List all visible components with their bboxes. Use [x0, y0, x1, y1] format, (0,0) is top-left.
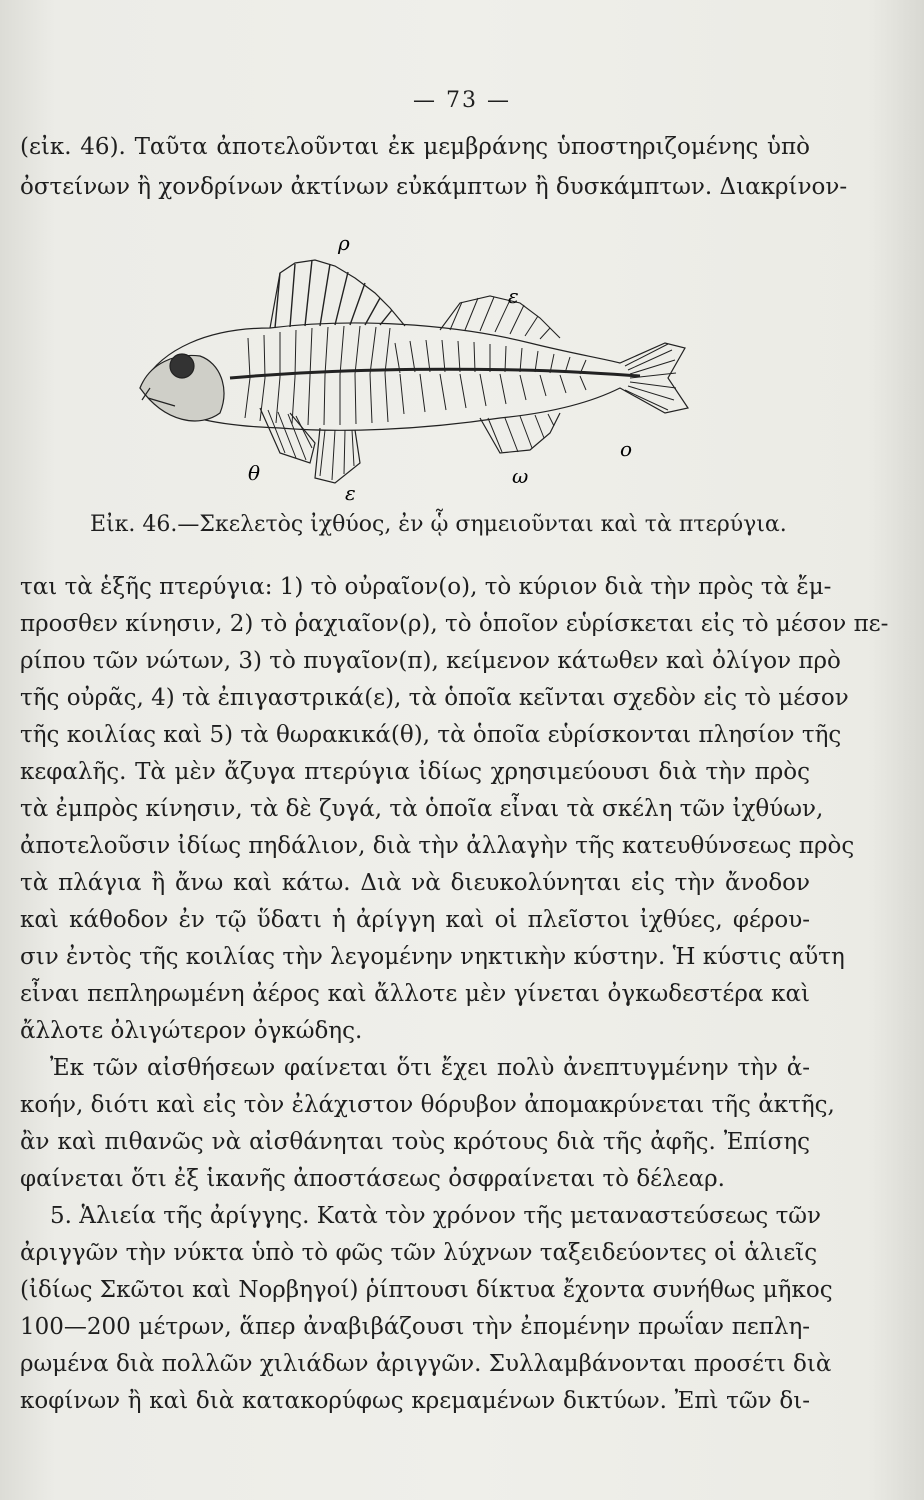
text-line: σιν ἐντὸς τῆς κοιλίας τὴν λεγομένην νηκτικὴν κύστην. Ἡ κύστις αὕτη	[20, 944, 845, 970]
text-line: ὀστείνων ἢ χονδρίνων ἀκτίνων εὐκάμπτων ἢ δυσκάμπτων. Διακρίνον-	[20, 174, 848, 200]
figure-label-omicron: ο	[620, 437, 633, 461]
text-line: κοφίνων ἢ καὶ διὰ κατακορύφως κρεμαμένων δικτύων. Ἐπὶ τῶν δι-	[20, 1388, 810, 1414]
figure-caption: Εἰκ. 46.—Σκελετὸς ἰχθύος, ἐν ᾧ σημειοῦνται καὶ τὰ πτερύγια.	[90, 512, 787, 537]
text-line: ται τὰ ἑξῆς πτερύγια: 1) τὸ οὐραῖον(ο), τὸ κύριον διὰ τὴν πρὸς τὰ ἔμ-	[20, 574, 832, 600]
fish-skeleton-illustration	[120, 238, 700, 508]
text-line: ρωμένα διὰ πολλῶν χιλιάδων ἀριγγῶν. Συλλαμβάνονται προσέτι διὰ	[20, 1351, 832, 1377]
text-line: τῆς οὐρᾶς, 4) τὰ ἐπιγαστρικά(ε), τὰ ὁποῖα κεῖνται σχεδὸν εἰς τὸ μέσον	[20, 685, 849, 711]
text-line: τὰ πλάγια ἢ ἄνω καὶ κάτω. Διὰ νὰ διευκολύνηται εἰς τὴν ἄνοδον	[20, 870, 810, 896]
figure-label-theta: θ	[248, 461, 261, 485]
figure-label-epsilon-upper: ε	[508, 284, 519, 308]
text-line: (εἰκ. 46). Ταῦτα ἀποτελοῦνται ἐκ μεμβράνης ὑποστηριζομένης ὑπὸ	[20, 134, 810, 160]
text-line: ἂν καὶ πιθανῶς νὰ αἰσθάνηται τοὺς κρότους διὰ τῆς ἀφῆς. Ἐπίσης	[20, 1129, 810, 1155]
text-line: τὰ ἐμπρὸς κίνησιν, τὰ δὲ ζυγά, τὰ ὁποῖα εἶναι τὰ σκέλη τῶν ἰχθύων,	[20, 796, 824, 822]
text-line: καὶ κάθοδον ἐν τῷ ὕδατι ἡ ἀρίγγη καὶ οἱ πλεῖστοι ἰχθύες, φέρου-	[20, 907, 810, 933]
text-line: ρίπου τῶν νώτων, 3) τὸ πυγαῖον(π), κείμενον κάτωθεν καὶ ὀλίγον πρὸ	[20, 648, 841, 674]
section-heading-line: 5. Ἁλιεία τῆς ἀρίγγης. Κατὰ τὸν χρόνον τῆς μεταναστεύσεως τῶν	[50, 1203, 822, 1229]
figure-label-epsilon: ε	[345, 481, 356, 505]
text-line: 100—200 μέτρων, ἅπερ ἀναβιβάζουσι τὴν ἐπομένην πρωΐαν πεπλη-	[20, 1314, 810, 1340]
text-line: ἀριγγῶν τὴν νύκτα ὑπὸ τὸ φῶς τῶν λύχνων ταξειδεύοντες οἱ ἁλιεῖς	[20, 1240, 818, 1266]
text-line: τῆς κοιλίας καὶ 5) τὰ θωρακικά(θ), τὰ ὁποῖα εὑρίσκονται πλησίον τῆς	[20, 722, 842, 748]
text-line: κεφαλῆς. Τὰ μὲν ἄζυγα πτερύγια ἰδίως χρησιμεύουσι διὰ τὴν πρὸς	[20, 759, 810, 785]
text-line: (ἰδίως Σκῶτοι καὶ Νορβηγοί) ῥίπτουσι δίκτυα ἔχοντα συνήθως μῆκος	[20, 1277, 833, 1303]
text-line: εἶναι πεπληρωμένη ἀέρος καὶ ἄλλοτε μὲν γίνεται ὀγκωδεστέρα καὶ	[20, 981, 810, 1007]
text-line: ἀποτελοῦσιν ἰδίως πηδάλιον, διὰ τὴν ἀλλαγὴν τῆς κατευθύνσεως πρὸς	[20, 833, 855, 859]
page-number: — 73 —	[413, 88, 511, 113]
text-line: φαίνεται ὅτι ἐξ ἱκανῆς ἀποστάσεως ὀσφραίνεται τὸ δέλεαρ.	[20, 1166, 725, 1192]
text-line: ἄλλοτε ὀλιγώτερον ὀγκώδης.	[20, 1018, 363, 1044]
text-line: κοήν, διότι καὶ εἰς τὸν ἐλάχιστον θόρυβον ἀπομακρύνεται τῆς ἀκτῆς,	[20, 1092, 835, 1118]
figure-label-omega: ω	[512, 464, 529, 488]
text-line: Ἐκ τῶν αἰσθήσεων φαίνεται ὅτι ἔχει πολὺ ἀνεπτυγμένην τὴν ἀ-	[50, 1055, 810, 1081]
figure-label-rho: ρ	[338, 238, 350, 255]
text-line: προσθεν κίνησιν, 2) τὸ ῥαχιαῖον(ρ), τὸ ὁποῖον εὑρίσκεται εἰς τὸ μέσον πε-	[20, 611, 889, 637]
